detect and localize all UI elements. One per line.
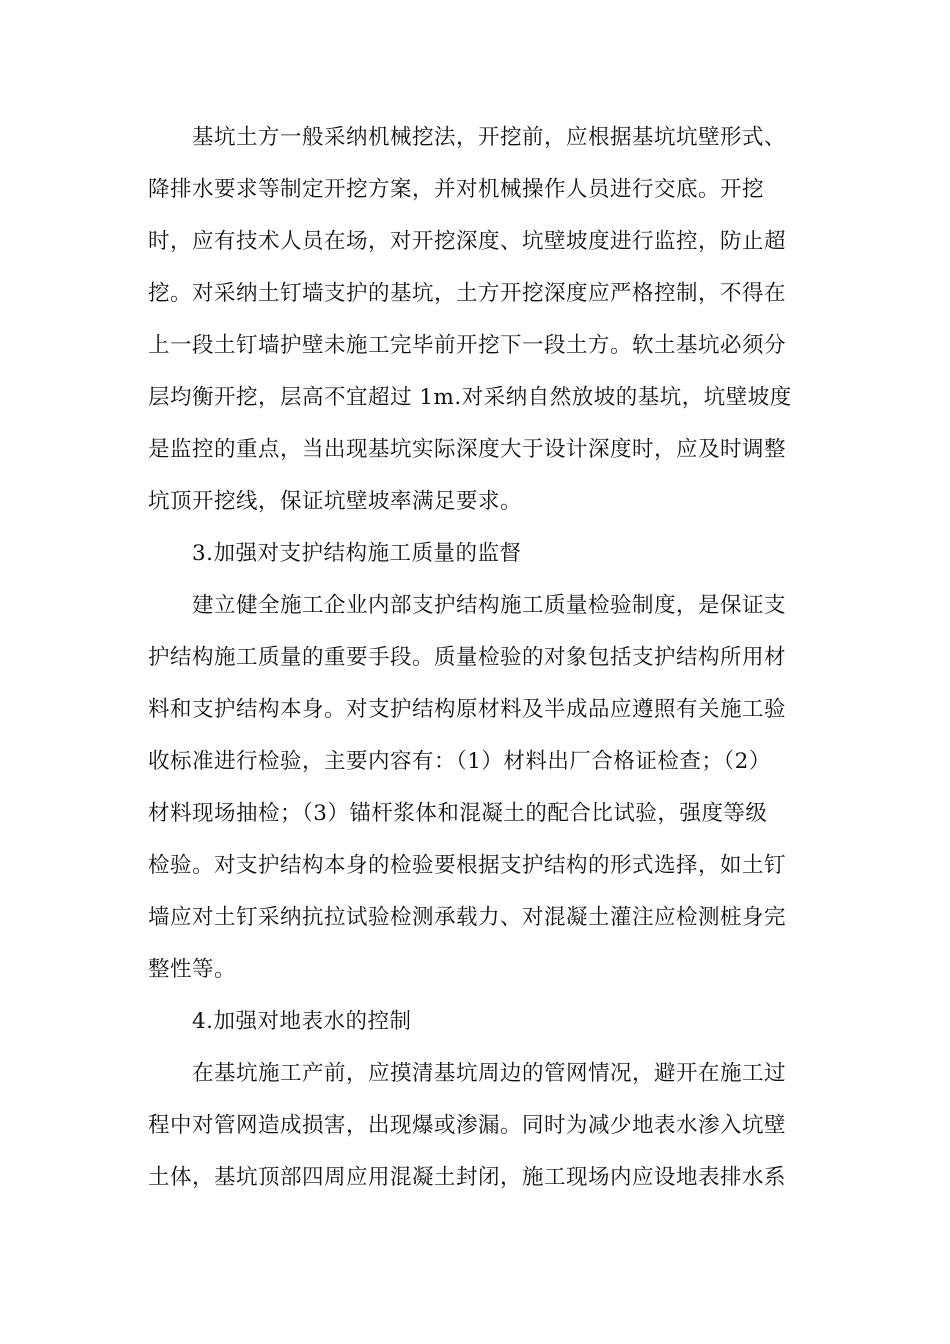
text-line: 挖。对采纳土钉墙支护的基坑，土方开挖深度应严格控制，不得在: [148, 281, 787, 306]
text-line: 基坑土方一般采纳机械挖法，开挖前，应根据基坑坑壁形式、: [192, 125, 787, 150]
text-line: 在基坑施工产前，应摸清基坑周边的管网情况，避开在施工过: [192, 1061, 787, 1086]
section-heading: 4.加强对地表水的控制: [192, 1009, 412, 1034]
text-line: 是监控的重点，当出现基坑实际深度大于设计深度时，应及时调整: [148, 437, 787, 462]
paragraph-quality-inspection: [148, 580, 804, 996]
text-line: 墙应对土钉采纳抗拉试验检测承载力、对混凝土灌注应检测桩身完: [148, 905, 787, 930]
document-body: [148, 112, 804, 1204]
text-line: 整性等。: [148, 957, 237, 982]
text-line: 坑顶开挖线，保证坑壁坡率满足要求。: [148, 489, 523, 514]
text-line: 料和支护结构本身。对支护结构原材料及半成品应遵照有关施工验: [148, 697, 787, 722]
section-heading-4: [148, 996, 804, 1048]
text-line: 上一段土钉墙护壁未施工完毕前开挖下一段土方。软土基坑必须分: [148, 333, 787, 358]
text-line: 程中对管网造成损害，出现爆或渗漏。同时为减少地表水渗入坑壁: [148, 1113, 787, 1138]
section-heading-3: [148, 528, 804, 580]
text-line: 时，应有技术人员在场，对开挖深度、坑壁坡度进行监控，防止超: [148, 229, 787, 254]
section-heading: 3.加强对支护结构施工质量的监督: [192, 541, 522, 566]
text-line: 收标准进行检验，主要内容有：（1）材料出厂合格证检查；（2）: [148, 749, 771, 774]
paragraph-excavation: [148, 112, 804, 528]
paragraph-surface-water: [148, 1048, 804, 1204]
text-line: 降排水要求等制定开挖方案，并对机械操作人员进行交底。开挖: [148, 177, 765, 202]
text-line: 建立健全施工企业内部支护结构施工质量检验制度，是保证支: [192, 593, 787, 618]
text-line: 检验。对支护结构本身的检验要根据支护结构的形式选择，如土钉: [148, 853, 787, 878]
text-line: 土体，基坑顶部四周应用混凝土封闭，施工现场内应设地表排水系: [148, 1165, 787, 1190]
text-line: 层均衡开挖，层高不宜超过 1m.对采纳自然放坡的基坑，坑壁坡度: [148, 385, 792, 410]
text-line: 材料现场抽检；（3）锚杆浆体和混凝土的配合比试验，强度等级: [148, 801, 768, 826]
text-line: 护结构施工质量的重要手段。质量检验的对象包括支护结构所用材: [148, 645, 787, 670]
